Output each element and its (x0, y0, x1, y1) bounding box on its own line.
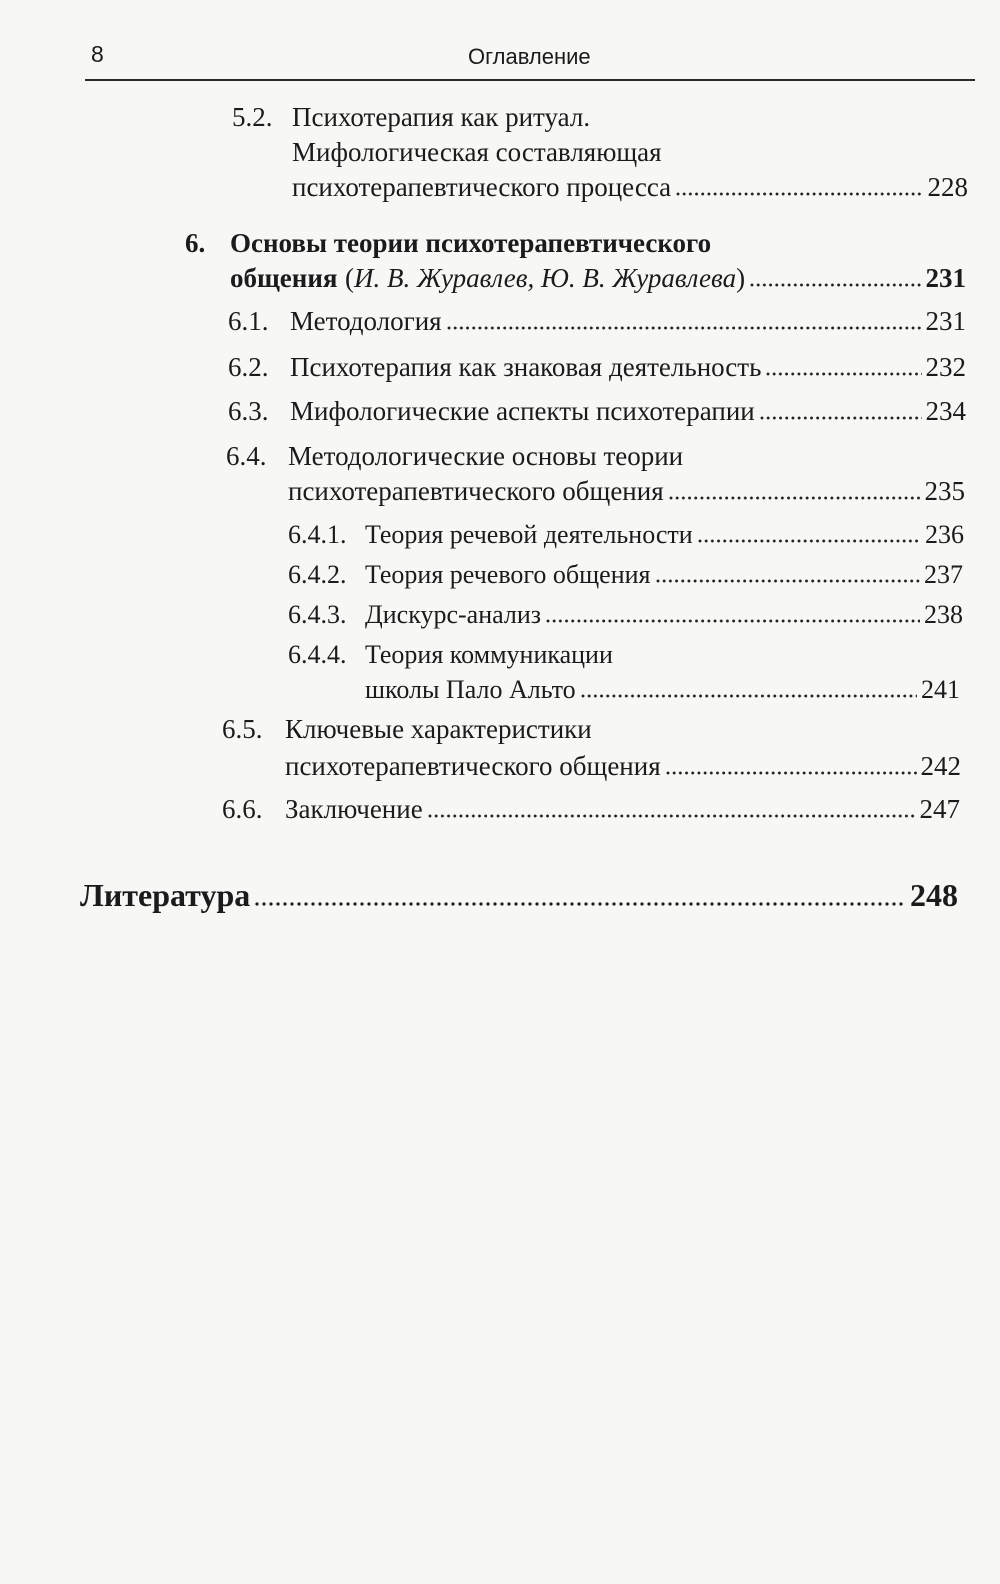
dot-leader (766, 372, 921, 376)
page-ref: 231 (925, 263, 966, 293)
section-title: школы Пало Альто (365, 675, 576, 704)
dot-leader (760, 416, 922, 420)
page-ref: 242 (920, 751, 961, 781)
section-number: 6.4.3. (288, 600, 347, 629)
toc-entry-6-4-2 (288, 557, 963, 592)
running-title: Оглавление (468, 44, 591, 69)
section-number: 6.3. (228, 396, 269, 426)
toc-entry-6-5 (222, 711, 961, 785)
section-title: психотерапевтического процесса (292, 172, 672, 202)
section-title: Теория коммуникации (365, 640, 613, 669)
section-title: Ключевые характеристики (285, 714, 592, 744)
page-ref: 238 (924, 600, 963, 629)
toc-entry-6-4-3 (288, 597, 963, 632)
dot-leader (656, 579, 920, 583)
paren-open: ( (345, 263, 355, 293)
bibliography-title: Литература (80, 877, 251, 913)
section-title: Заключение (285, 794, 423, 824)
section-number: 6.4.2. (288, 560, 347, 589)
header-rule (85, 79, 975, 81)
section-title: общения (230, 263, 338, 293)
section-number: 6.6. (222, 794, 263, 824)
toc-entry-6-1 (228, 304, 966, 339)
page-ref: 236 (925, 520, 964, 549)
authors: И. В. Журавлев, Ю. В. Журавлева (354, 263, 737, 293)
section-title: Мифологическая составляющая (292, 137, 662, 167)
dot-leader (581, 694, 917, 698)
page-ref: 235 (924, 476, 965, 506)
dot-leader (447, 326, 922, 330)
page-ref: 241 (921, 675, 960, 704)
section-title: психотерапевтического общения (288, 476, 664, 506)
section-title: Психотерапия как ритуал. (292, 102, 591, 132)
section-number: 6.2. (228, 352, 269, 382)
section-title: Мифологические аспекты психотерапии (290, 396, 755, 426)
section-number: 6.4.4. (288, 640, 347, 669)
dot-leader (255, 902, 906, 906)
section-title: Теория речевого общения (365, 560, 651, 589)
toc-entry-6-6 (222, 792, 960, 827)
page-ref: 228 (927, 172, 968, 202)
section-number: 6.4.1. (288, 520, 347, 549)
dot-leader (676, 192, 923, 196)
dot-leader (666, 771, 917, 775)
section-title: Методологические основы теории (288, 441, 684, 471)
page-ref: 232 (925, 352, 966, 382)
toc-entry-6-3 (228, 394, 966, 429)
section-title: Методология (290, 306, 442, 336)
section-title: Теория речевой деятельности (365, 520, 693, 549)
toc-entry-6-2 (228, 350, 966, 385)
dot-leader (669, 496, 921, 500)
section-number: 6. (185, 228, 206, 258)
section-title: Основы теории психотерапевтического (230, 228, 712, 258)
toc-entry-5-2 (232, 100, 968, 205)
page-ref: 248 (910, 877, 958, 913)
toc-entry-6-4-1 (288, 517, 964, 552)
page-ref: 234 (925, 396, 966, 426)
section-number: 6.4. (226, 441, 267, 471)
toc-entry-6-4-4 (288, 637, 960, 707)
section-title: Дискурс-анализ (365, 600, 542, 629)
page-ref: 237 (924, 560, 963, 589)
toc-entry-bibliography (80, 874, 958, 916)
section-number: 6.1. (228, 306, 269, 336)
dot-leader (546, 619, 920, 623)
section-number: 5.2. (232, 102, 273, 132)
dot-leader (750, 283, 921, 287)
dot-leader (428, 814, 916, 818)
section-title: Психотерапия как знаковая деятельность (290, 352, 762, 382)
section-title: психотерапевтического общения (285, 751, 661, 781)
page-ref: 231 (925, 306, 966, 336)
page-ref: 247 (919, 794, 960, 824)
section-number: 6.5. (222, 714, 263, 744)
toc-entry-6-4 (226, 439, 965, 509)
dot-leader (698, 539, 921, 543)
toc-entry-6 (185, 226, 966, 296)
paren-close: ) (736, 263, 746, 293)
header-page-number: 8 (91, 41, 104, 67)
